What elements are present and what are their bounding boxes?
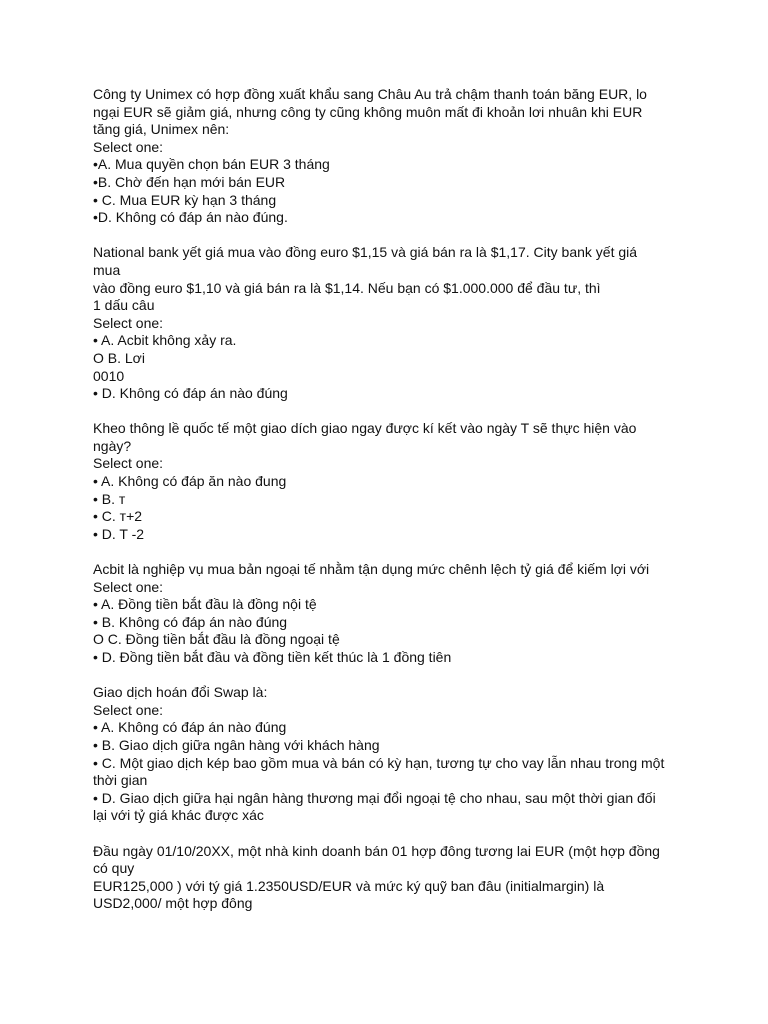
question-text-line: ngày? [93, 437, 132, 454]
select-one-label: Select one: [93, 455, 164, 472]
question-block-2 [93, 244, 683, 402]
question-text-line: USD2,000/ một hợp đông [93, 895, 253, 912]
document-page [93, 86, 683, 931]
answer-option: lại với tỷ giá khác được xác [93, 807, 264, 824]
select-one-label: Select one: [93, 314, 164, 331]
question-text-line: National bank yết giá mua vào đồng euro $1,15 và giá bán ra là $1,17. City bank yết giá [93, 244, 638, 261]
question-text-line: ngại EUR sẽ giảm giá, nhưng công ty cũng không muôn mất đi khoản lơi nhuân khi EUR [93, 103, 643, 120]
answer-option: • C. т+2 [93, 508, 143, 525]
answer-option: •B. Chờ đến hạn mới bán EUR [93, 173, 286, 190]
question-text-line: mua [93, 261, 121, 278]
select-one-label: Select one: [93, 701, 164, 718]
question-text-line: EUR125,000 ) với tý giá 1.2350USD/EUR và mức ký quỹ ban đâu (initialmargin) là [93, 877, 605, 894]
question-text-line: Công ty Unimex có hợp đồng xuất khẩu sang Châu Au trả chậm thanh toán băng EUR, lo [93, 86, 647, 102]
answer-option: • C. Mua EUR kỳ hạn 3 tháng [93, 191, 277, 208]
question-text-line: 1 dấu câu [93, 297, 155, 314]
answer-option: • B. Giao dịch giữa ngân hàng với khách hàng [93, 736, 380, 753]
select-one-label: Select one: [93, 138, 164, 155]
answer-option: • B. Không có đáp án nào đúng [93, 613, 288, 630]
answer-option: thời gian [93, 772, 148, 789]
answer-option: • D. T -2 [93, 525, 145, 542]
question-block-3 [93, 420, 683, 543]
answer-option: • A. Không có đáp án nào đúng [93, 719, 287, 736]
answer-option: • D. Đồng tiền bắt đầu và đồng tiền kết thúc là 1 đồng tiên [93, 649, 452, 665]
question-text-line: Acbit là nghiệp vụ mua bản ngoại tế nhằm tận dụng mức chênh lệch tỷ giá để kiếm lợi với [93, 561, 650, 578]
question-text-line: Giao dịch hoán đổi Swap là: [93, 684, 268, 701]
answer-option: • C. Một giao dịch kép bao gồm mua và bán có kỳ hạn, tương tự cho vay lẫn nhau trong một [93, 754, 665, 771]
question-text-line: tăng giá, Unimex nên: [93, 121, 230, 138]
answer-option: • A. Không có đáp ăn nào đung [93, 473, 287, 490]
answer-option: • B. т [93, 490, 126, 507]
answer-option: • A. Đồng tiền bắt đầu là đồng nội tệ [93, 596, 317, 613]
question-text-line: Đầu ngày 01/10/20XX, một nhà kinh doanh bán 01 hợp đông tương lai EUR (một hợp đồng [93, 842, 660, 859]
select-one-label: Select one: [93, 578, 164, 595]
answer-option: •A. Mua quyền chọn bán EUR 3 tháng [93, 156, 330, 173]
question-block-5 [93, 684, 683, 825]
answer-option: • D. Không có đáp án nào đúng [93, 385, 288, 402]
answer-option: • A. Acbit không xảy ra. [93, 332, 237, 349]
question-block-1 [93, 86, 683, 227]
answer-option: • D. Giao dịch giữa hại ngân hàng thương mại đổi ngoại tệ cho nhau, sau một thời gian đối [93, 789, 656, 806]
question-text-line: vào đồng euro $1,10 và giá bán ra là $1,14. Nếu bạn có $1.000.000 để đầu tư, thì [93, 279, 601, 296]
answer-option: O B. Lơi [93, 349, 145, 366]
question-text-line: có quy [93, 860, 135, 877]
question-block-6 [93, 843, 683, 913]
answer-option: •D. Không có đáp án nào đúng. [93, 209, 288, 226]
question-text-line: Kheo thông lề quốc tế một giao dích giao ngay được kí kết vào ngày T sẽ thực hiện vào [93, 420, 637, 437]
answer-option: O C. Đồng tiền bắt đầu là đồng ngoại tệ [93, 631, 340, 648]
answer-option: 0010 [93, 367, 125, 384]
question-block-4 [93, 561, 683, 667]
